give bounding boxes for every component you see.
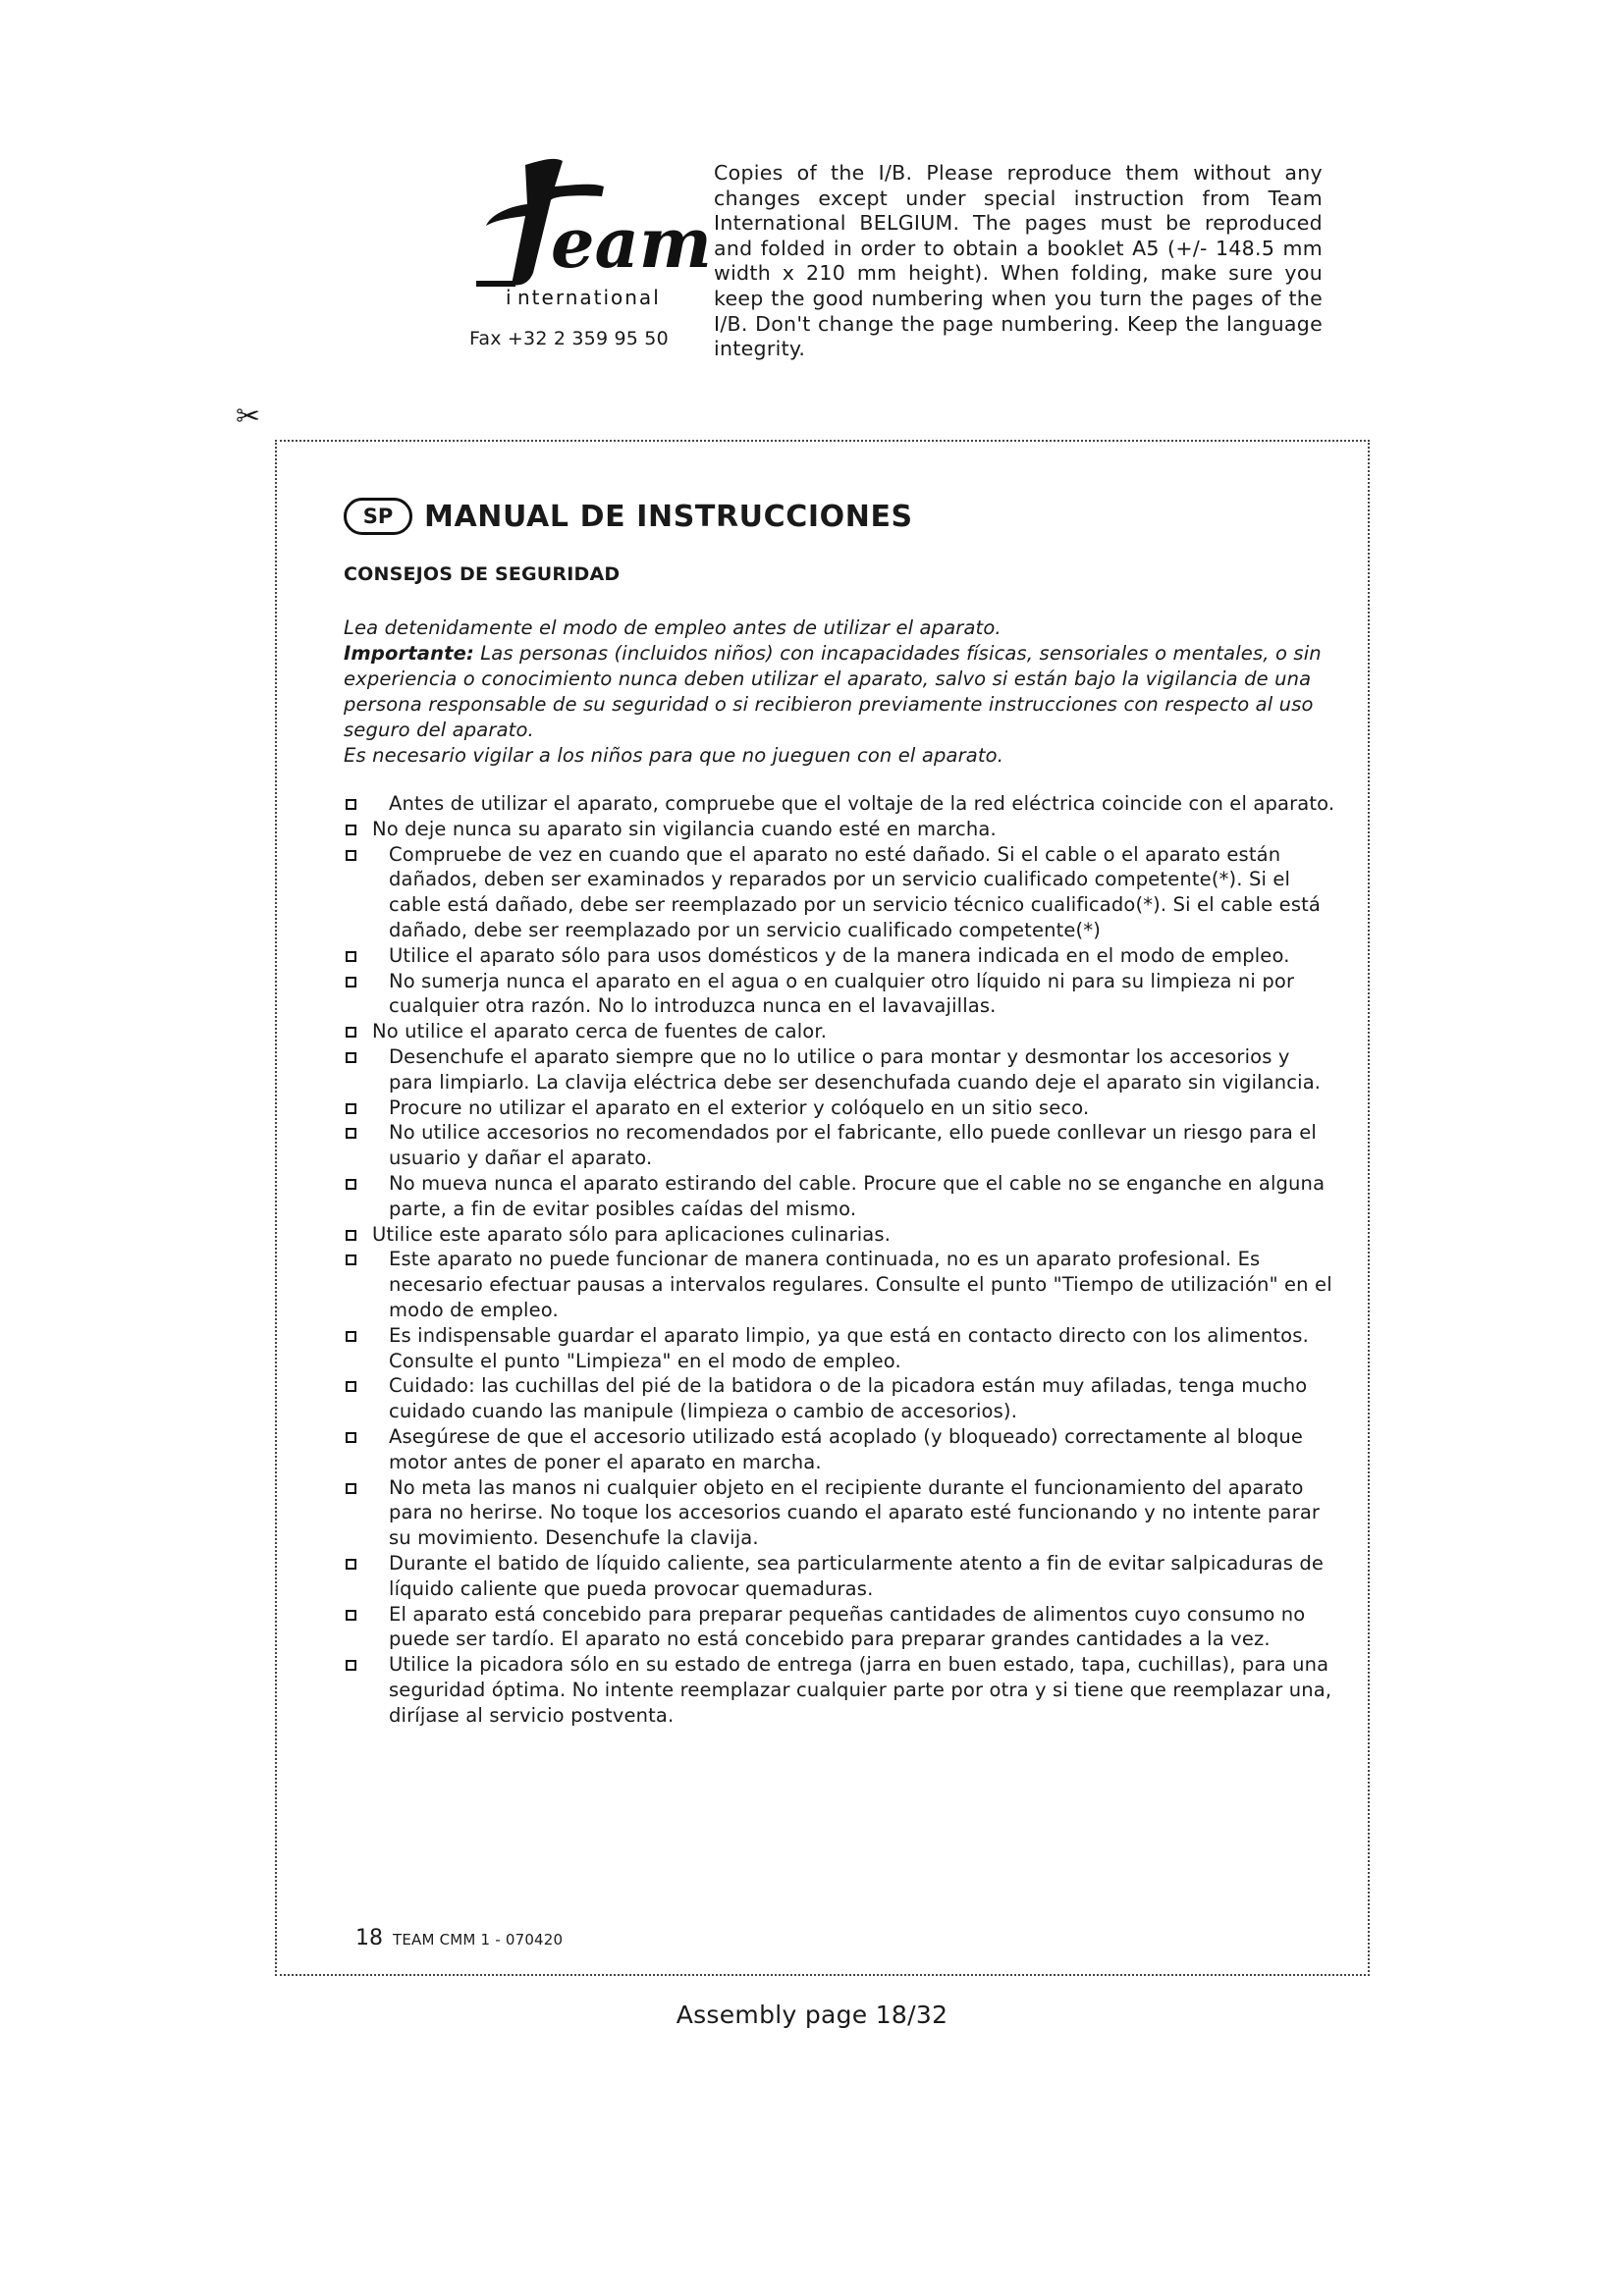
- list-item-text: No sumerja nunca el aparato en el agua o en cualquier otro líquido ni para su limpieza ni por cualquier otra razón. No lo introduzca nunca en el lavavajillas.: [389, 969, 1295, 1018]
- page-number: 18: [355, 1926, 383, 1950]
- checkbox-square-icon: [346, 1381, 356, 1392]
- svg-text:eam: eam: [551, 202, 712, 284]
- list-item-text: Desenchufe el aparato siempre que no lo utilice o para montar y desmontar los accesorios y para limpiarlo. La clavija eléctrica debe ser desenchufada cuando deje el aparato sin vigilancia.: [389, 1044, 1322, 1094]
- list-item-text: No utilice accesorios no recomendados por el fabricante, ello puede conllevar un riesgo para el usuario y dañar el aparato.: [389, 1121, 1317, 1170]
- checkbox-square-icon: [346, 1483, 356, 1494]
- list-item: [344, 1044, 1335, 1095]
- checkbox-square-icon: [346, 1103, 356, 1114]
- list-item-text: No deje nunca su aparato sin vigilancia cuando esté en marcha.: [372, 817, 997, 840]
- fax-number: Fax +32 2 359 95 50: [469, 328, 669, 349]
- list-item-text: Utilice la picadora sólo en su estado de entrega (jarra en buen estado, tapa, cuchillas), para una seguridad óptima. No intente reemplazar cualquier parte por otra y si tiene que reemplazar una, diríjase al servicio postventa.: [389, 1653, 1332, 1727]
- list-item: [344, 1652, 1335, 1728]
- list-item: [344, 1095, 1335, 1121]
- checkbox-square-icon: [346, 1559, 356, 1570]
- checkbox-square-icon: [346, 1255, 356, 1265]
- checkbox-square-icon: [346, 1610, 356, 1621]
- language-badge: SP: [344, 498, 412, 535]
- checkbox-square-icon: [346, 850, 356, 861]
- checkbox-square-icon: [346, 1027, 356, 1038]
- safety-list: [344, 791, 1335, 1728]
- list-item-text: No mueva nunca el aparato estirando del cable. Procure que el cable no se enganche en alguna parte, a fin de evitar posibles caídas del mismo.: [389, 1171, 1326, 1220]
- assembly-page-label: Assembly page 18/32: [676, 2001, 948, 2029]
- checkbox-square-icon: [346, 1331, 356, 1342]
- important-text: Las personas (incluidos niños) con incapacidades físicas, sensoriales o mentales, o sin experiencia o conocimiento nunca deben utilizar el aparato, salvo si están bajo la vigilancia de una persona responsable de su seguridad o si recibieron previamente instrucciones con respecto al uso seguro del aparato.: [344, 642, 1322, 741]
- list-item-text: Utilice el aparato sólo para usos domésticos y de la manera indicada en el modo de empleo.: [389, 943, 1290, 967]
- checkbox-square-icon: [346, 825, 356, 835]
- list-item-text: Este aparato no puede funcionar de manera continuada, no es un aparato profesional. Es necesario efectuar pausas a intervalos regulares. Consulte el punto "Tiempo de utilización" en el modo de empleo.: [389, 1248, 1332, 1321]
- list-item: [344, 1247, 1335, 1322]
- scissors-icon: ✂: [236, 400, 261, 434]
- list-item-text: No utilice el aparato cerca de fuentes de calor.: [372, 1020, 828, 1043]
- list-item-text: Cuidado: las cuchillas del pié de la batidora o de la picadora están muy afiladas, tenga mucho cuidado cuando las manipule (limpieza o cambio de accesorios).: [389, 1374, 1308, 1423]
- manual-heading: [344, 495, 913, 538]
- list-item-text: Asegúrese de que el accesorio utilizado está acoplado (y bloqueado) correctamente al bloque motor antes de poner el aparato en marcha.: [389, 1424, 1304, 1473]
- list-item-text: Utilice este aparato sólo para aplicaciones culinarias.: [372, 1222, 892, 1246]
- list-item-text: Antes de utilizar el aparato, compruebe que el voltaje de la red eléctrica coincide con el aparato.: [389, 792, 1335, 815]
- page-footer: [355, 1926, 563, 1950]
- model-reference: TEAM CMM 1 - 070420: [393, 1931, 564, 1949]
- intro-text: [344, 615, 1326, 769]
- list-item: [344, 1475, 1335, 1551]
- checkbox-square-icon: [346, 1660, 356, 1671]
- list-item: [344, 943, 1335, 969]
- intro-line: Lea detenidamente el modo de empleo antes de utilizar el aparato.: [344, 616, 1001, 639]
- list-item-text: Es indispensable guardar el aparato limpio, ya que está en contacto directo con los alimentos. Consulte el punto "Limpieza" en el modo de empleo.: [389, 1323, 1309, 1372]
- list-item: [344, 1323, 1335, 1374]
- list-item-text: Durante el batido de líquido caliente, sea particularmente atento a fin de evitar salpicaduras de líquido caliente que pueda provocar quemaduras.: [389, 1551, 1325, 1600]
- checkbox-square-icon: [346, 1179, 356, 1190]
- list-item: [344, 1424, 1335, 1475]
- checkbox-square-icon: [346, 1128, 356, 1139]
- list-item: [344, 1602, 1335, 1653]
- checkbox-square-icon: [346, 977, 356, 988]
- checkbox-square-icon: [346, 951, 356, 962]
- list-item: [344, 1171, 1335, 1222]
- checkbox-square-icon: [346, 1052, 356, 1063]
- list-item-text: Compruebe de vez en cuando que el aparato no esté dañado. Si el cable o el aparato están dañados, deben ser examinados y reparados por un servicio cualificado competente(*). Si el cable está dañado, debe ser reemplazado por un servicio técnico cualificado(*). Si el cable está dañado, debe ser reemplazado por un servicio cualificado competente(*): [389, 842, 1322, 941]
- list-item: [344, 1373, 1335, 1424]
- list-item-text: El aparato está concebido para preparar pequeñas cantidades de alimentos cuyo consumo no puede ser tardío. El aparato no está concebido para preparar grandes cantidades a la vez.: [389, 1602, 1306, 1651]
- checkbox-square-icon: [346, 799, 356, 810]
- list-item: [344, 1222, 1335, 1248]
- list-item: [344, 1120, 1335, 1171]
- list-item-text: Procure no utilizar el aparato en el exterior y colóquelo en un sitio seco.: [389, 1095, 1090, 1119]
- list-item: [344, 817, 1335, 842]
- important-label: Importante:: [344, 642, 474, 665]
- list-item: [344, 842, 1335, 943]
- important-paragraph: [344, 641, 1326, 743]
- page-title: MANUAL DE INSTRUCCIONES: [424, 499, 913, 534]
- list-item: [344, 791, 1335, 817]
- svg-text:nternational: nternational: [517, 286, 661, 309]
- reproduction-notice: Copies of the I/B. Please reproduce them without any changes except under special instruction from Team International BELGIUM. The pages must be reproduced and folded in order to obtain a booklet A5 (+/- 148.5 mm width x 210 mm height). When folding, make sure you keep the good numbering when you turn the pages of the I/B. Don't change the page numbering. Keep the language integrity.: [714, 161, 1323, 361]
- intro-line: Es necesario vigilar a los niños para que no jueguen con el aparato.: [344, 744, 1004, 767]
- list-item: [344, 1551, 1335, 1602]
- list-item: [344, 1019, 1335, 1044]
- list-item-text: No meta las manos ni cualquier objeto en el recipiente durante el funcionamiento del aparato para no herirse. No toque los accesorios cuando el aparato esté funcionando y no intente parar su movimiento. Desenchufe la clavija.: [389, 1475, 1321, 1550]
- checkbox-square-icon: [346, 1432, 356, 1443]
- section-title: CONSEJOS DE SEGURIDAD: [344, 563, 621, 585]
- list-item: [344, 969, 1335, 1020]
- svg-text:i: i: [506, 286, 512, 309]
- team-international-logo: [457, 157, 712, 314]
- checkbox-square-icon: [346, 1230, 356, 1241]
